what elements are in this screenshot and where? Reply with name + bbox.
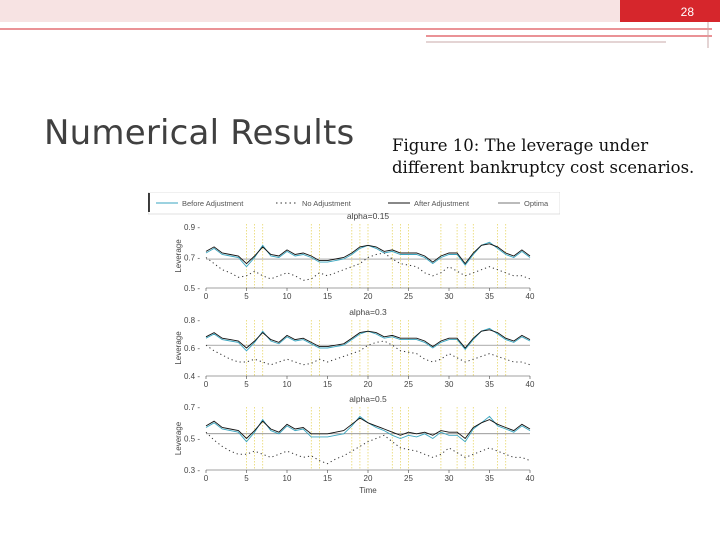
y-tick-label: 0.3 - [183, 466, 200, 475]
y-axis-label: Leverage [174, 331, 183, 365]
x-tick-label: 15 [323, 380, 332, 389]
x-tick-label: 25 [404, 292, 413, 301]
y-axis-label: Leverage [174, 421, 183, 456]
legend-label: Before Adjustment [182, 199, 244, 208]
x-tick-label: 30 [444, 292, 454, 301]
x-tick-label: 10 [282, 292, 292, 301]
legend-label: Optima [524, 199, 549, 208]
x-tick-label: 10 [282, 380, 292, 389]
x-tick-label: 40 [525, 474, 535, 483]
x-tick-label: 0 [203, 292, 209, 301]
panel-title: alpha=0.3 [349, 307, 387, 317]
y-axis-label: Leverage [174, 239, 183, 273]
header-decoration [0, 0, 720, 50]
y-tick-label: 0.6 - [183, 344, 200, 353]
y-tick-label: 0.5 - [183, 434, 200, 444]
x-tick-label: 15 [323, 474, 332, 483]
x-tick-label: 5 [244, 380, 249, 389]
x-tick-label: 25 [404, 380, 413, 389]
x-tick-label: 20 [363, 380, 373, 389]
x-tick-label: 20 [363, 474, 373, 483]
x-tick-label: 30 [444, 474, 454, 483]
x-tick-label: 35 [485, 380, 494, 389]
x-tick-label: 30 [444, 380, 454, 389]
x-tick-label: 5 [244, 292, 249, 301]
figure-caption: Figure 10: The leverage under different bankruptcy cost scenarios. [392, 136, 695, 177]
slide-number: 28 [680, 5, 694, 19]
panel-title: alpha=0.5 [349, 394, 387, 404]
x-tick-label: 40 [525, 292, 535, 301]
x-tick-label: 15 [323, 292, 332, 301]
y-tick-label: 0.9 - [183, 223, 200, 233]
x-tick-label: 40 [525, 380, 535, 389]
x-tick-label: 35 [485, 474, 494, 483]
x-tick-label: 5 [244, 474, 249, 483]
legend-label: No Adjustment [302, 199, 351, 208]
x-tick-label: 10 [282, 474, 292, 483]
y-tick-label: 0.7 - [183, 253, 200, 263]
x-tick-label: 25 [404, 474, 413, 483]
legend-label: After Adjustment [414, 199, 470, 208]
y-tick-label: 0.5 - [183, 284, 200, 293]
header-light-strip [0, 0, 720, 22]
x-axis-label: Time [359, 486, 377, 495]
y-tick-label: 0.4 - [183, 372, 200, 381]
x-tick-label: 0 [203, 380, 209, 389]
y-tick-label: 0.7 - [183, 403, 200, 412]
x-tick-label: 20 [363, 292, 373, 301]
header-red-band [620, 0, 720, 22]
leverage-chart [148, 192, 560, 502]
x-tick-label: 0 [203, 474, 209, 483]
y-tick-label: 0.8 - [183, 316, 200, 325]
x-tick-label: 35 [485, 292, 494, 301]
panel-title: alpha=0.15 [346, 211, 390, 221]
slide-title: Numerical Results [44, 113, 355, 153]
